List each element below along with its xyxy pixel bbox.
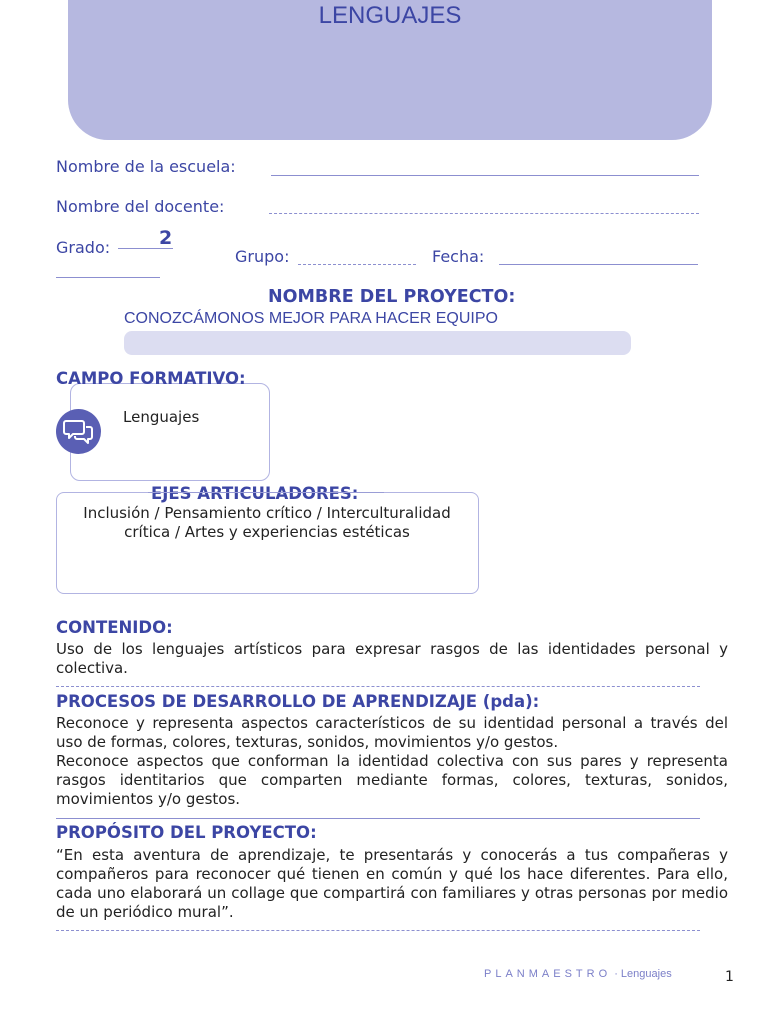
ejes-heading-rule xyxy=(148,492,384,493)
contenido-text: Uso de los lenguajes artísticos para expresar rasgos de las identidades personal y colectiva. xyxy=(56,640,728,677)
contenido-heading: CONTENIDO: xyxy=(56,618,173,637)
school-label: Nombre de la escuela: xyxy=(56,157,236,176)
project-bar xyxy=(124,331,631,355)
chat-bubbles-icon xyxy=(56,409,101,454)
proposito-divider xyxy=(56,930,700,931)
project-heading: NOMBRE DEL PROYECTO: xyxy=(268,287,516,307)
group-label: Grupo: xyxy=(235,247,290,266)
footer-brand-name: PLANMAESTRO xyxy=(484,968,612,980)
page-number: 1 xyxy=(725,969,734,985)
grade-label: Grado: xyxy=(56,238,111,257)
page-title: LENGUAJES xyxy=(318,2,462,29)
teacher-input-line[interactable] xyxy=(269,213,699,214)
group-input-line[interactable] xyxy=(298,264,416,265)
footer-subject: Lenguajes xyxy=(620,968,672,980)
pda-heading: PROCESOS DE DESARROLLO DE APRENDIZAJE (pda): xyxy=(56,692,540,711)
pda-item-2: Reconoce aspectos que conforman la identidad colectiva con sus pares y representa rasgos identitarios que comparten mediante formas, colores, texturas, sonidos, movimientos y/o gestos. xyxy=(56,752,728,808)
footer-separator: · xyxy=(611,968,621,980)
pda-item-1: Reconoce y representa aspectos característicos de su identidad personal a través del uso de formas, colores, texturas, sonidos, movimientos y/o gestos. xyxy=(56,714,728,751)
contenido-divider xyxy=(56,686,700,687)
proposito-text: “En esta aventura de aprendizaje, te presentarás y conocerás a tus compañeras y compañeros para reconocer qué tienen en común y qué los hace diferentes. Para ello, cada uno elaborará un collage que compartirá con familiares y otras personas por medio de un periódico mural”. xyxy=(56,846,728,921)
campo-value: Lenguajes xyxy=(123,408,200,426)
school-input-line[interactable] xyxy=(271,175,699,176)
grade-value: 2 xyxy=(159,227,173,249)
campo-heading: CAMPO FORMATIVO: xyxy=(56,369,246,388)
teacher-label: Nombre del docente: xyxy=(56,197,225,216)
proposito-heading: PROPÓSITO DEL PROYECTO: xyxy=(56,823,317,842)
pda-divider xyxy=(56,818,700,819)
footer-brand xyxy=(484,968,672,980)
date-input-line[interactable] xyxy=(499,264,698,265)
ejes-heading: EJES ARTICULADORES: xyxy=(151,484,359,503)
project-name: CONOZCÁMONOS MEJOR PARA HACER EQUIPO xyxy=(124,310,498,327)
grade-extra-line xyxy=(56,277,160,278)
ejes-text: Inclusión / Pensamiento crítico / Interculturalidad crítica / Artes y experiencias estéticas xyxy=(83,504,451,541)
date-label: Fecha: xyxy=(432,247,485,266)
